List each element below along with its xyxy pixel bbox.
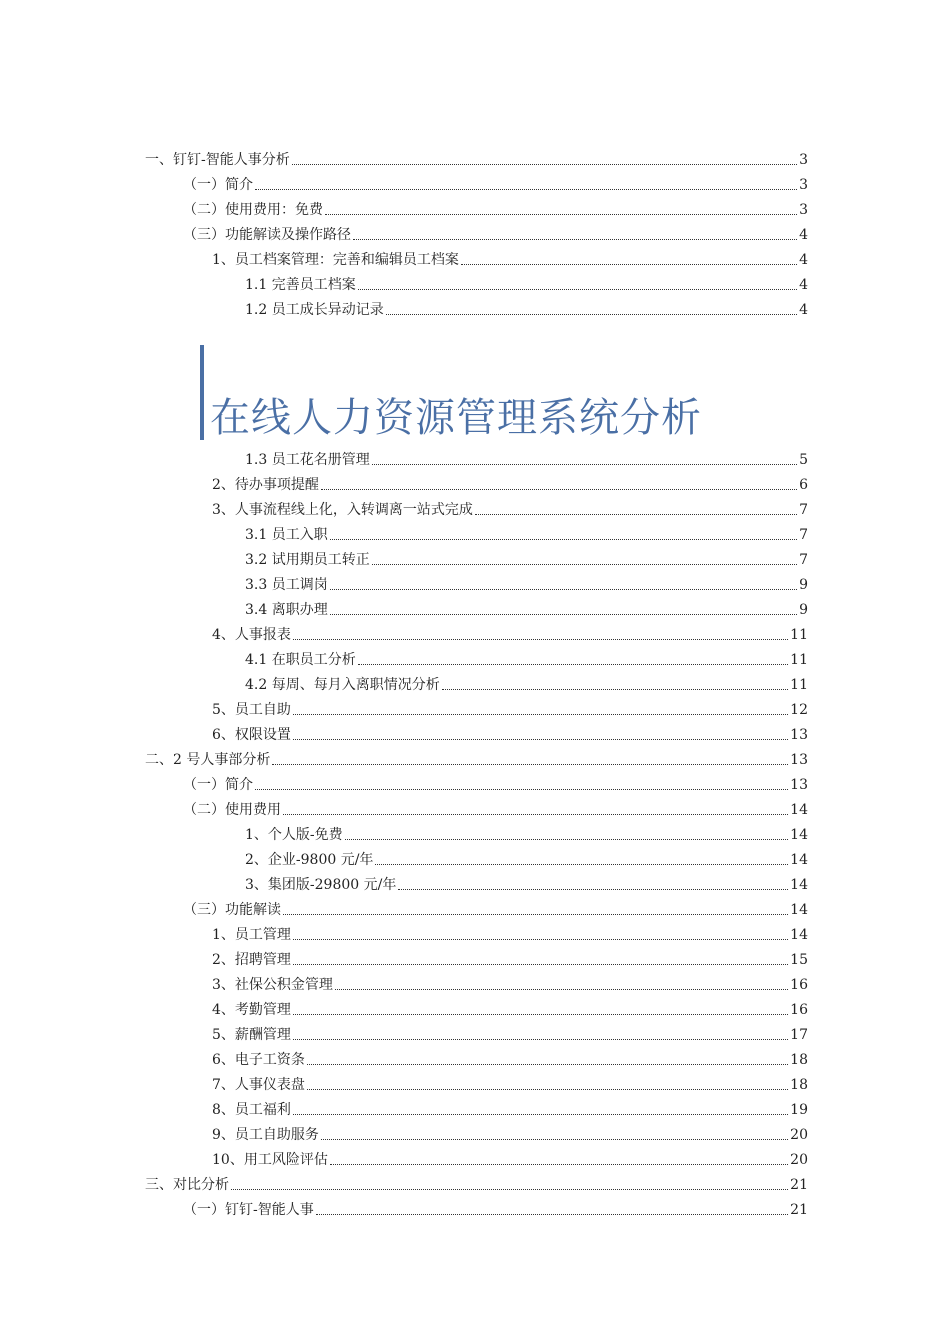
toc-dot-leader: [255, 789, 788, 790]
toc-dot-leader: [330, 614, 797, 615]
toc-entry[interactable]: [183, 900, 808, 920]
toc-dot-leader: [442, 689, 788, 690]
toc-page-number: 21: [790, 1177, 808, 1193]
toc-dot-leader: [325, 214, 797, 215]
toc-page-number: 4: [799, 227, 808, 243]
toc-row[interactable]: [0, 925, 950, 945]
toc-page-number: 4: [799, 302, 808, 318]
toc-row[interactable]: [0, 275, 950, 295]
toc-entry[interactable]: [212, 625, 808, 645]
toc-dot-leader: [293, 939, 788, 940]
toc-dot-leader: [231, 1189, 788, 1190]
toc-entry-label: 1、员工管理: [212, 927, 291, 943]
toc-row[interactable]: [0, 150, 950, 170]
toc-entry[interactable]: [183, 225, 808, 245]
toc-row[interactable]: [0, 450, 950, 470]
toc-dot-leader: [386, 314, 797, 315]
toc-row[interactable]: [0, 575, 950, 595]
toc-row[interactable]: [0, 600, 950, 620]
toc-page-number: 9: [799, 577, 808, 593]
toc-page-number: 14: [790, 877, 808, 893]
toc-page-number: 14: [790, 927, 808, 943]
toc-page-number: 4: [799, 252, 808, 268]
toc-dot-leader: [353, 239, 797, 240]
toc-entry[interactable]: [245, 875, 808, 895]
toc-entry[interactable]: [183, 175, 808, 195]
toc-row[interactable]: [0, 875, 950, 895]
toc-row[interactable]: [0, 1100, 950, 1120]
toc-entry-label: 7、人事仪表盘: [212, 1077, 305, 1093]
toc-page-number: 16: [790, 1002, 808, 1018]
toc-entry[interactable]: [245, 650, 808, 670]
toc-row[interactable]: [0, 200, 950, 220]
toc-entry[interactable]: [145, 150, 808, 170]
toc-entry-label: 3、人事流程线上化，入转调离一站式完成: [212, 502, 473, 518]
toc-entry-label: （二）使用费用：免费: [183, 202, 323, 218]
toc-entry[interactable]: [212, 950, 808, 970]
toc-entry-label: 3、集团版-29800 元/年: [245, 877, 397, 893]
toc-entry-label: 三、对比分析: [145, 1177, 229, 1193]
toc-dot-leader: [293, 1039, 788, 1040]
toc-page-number: 16: [790, 977, 808, 993]
toc-page-number: 9: [799, 602, 808, 618]
toc-dot-leader: [293, 1014, 788, 1015]
toc-entry[interactable]: [212, 1000, 808, 1020]
toc-entry[interactable]: [212, 1075, 808, 1095]
toc-entry[interactable]: [212, 250, 808, 270]
toc-dot-leader: [330, 589, 797, 590]
toc-row[interactable]: [0, 250, 950, 270]
toc-entry[interactable]: [212, 1025, 808, 1045]
toc-entry[interactable]: [145, 750, 808, 770]
toc-dot-leader: [321, 1139, 788, 1140]
toc-page-number: 19: [790, 1102, 808, 1118]
toc-entry-label: 4.1 在职员工分析: [245, 652, 356, 668]
toc-row[interactable]: [0, 1050, 950, 1070]
toc-entry-label: （二）使用费用: [183, 802, 281, 818]
toc-entry-label: 1、员工档案管理：完善和编辑员工档案: [212, 252, 459, 268]
toc-page-number: 17: [790, 1027, 808, 1043]
toc-entry[interactable]: [245, 575, 808, 595]
toc-row[interactable]: [0, 1175, 950, 1195]
toc-row[interactable]: [0, 800, 950, 820]
toc-entry[interactable]: [245, 850, 808, 870]
toc-entry-label: 10、用工风险评估: [212, 1152, 328, 1168]
toc-page-number: 15: [790, 952, 808, 968]
toc-page-number: 7: [799, 527, 808, 543]
toc-row[interactable]: [0, 1000, 950, 1020]
toc-dot-leader: [283, 814, 788, 815]
title-accent-bar: [200, 345, 204, 440]
toc-entry-label: 8、员工福利: [212, 1102, 291, 1118]
toc-entry[interactable]: [245, 275, 808, 295]
toc-page-number: 18: [790, 1077, 808, 1093]
toc-page-number: 3: [799, 202, 808, 218]
toc-entry[interactable]: [212, 725, 808, 745]
toc-entry-label: 3、社保公积金管理: [212, 977, 333, 993]
toc-entry-label: 9、员工自助服务: [212, 1127, 319, 1143]
toc-row[interactable]: [0, 1075, 950, 1095]
toc-dot-leader: [335, 989, 788, 990]
toc-entry-label: 6、电子工资条: [212, 1052, 305, 1068]
toc-entry[interactable]: [212, 1125, 808, 1145]
toc-entry-label: （一）简介: [183, 777, 253, 793]
toc-page-number: 3: [799, 152, 808, 168]
toc-page-number: 20: [790, 1127, 808, 1143]
toc-row[interactable]: [0, 775, 950, 795]
toc-dot-leader: [475, 514, 797, 515]
toc-row[interactable]: [0, 900, 950, 920]
toc-page-number: 18: [790, 1052, 808, 1068]
toc-page-number: 11: [790, 652, 808, 668]
toc-entry-label: 1、个人版-免费: [245, 827, 343, 843]
toc-entry-label: 3.2 试用期员工转正: [245, 552, 370, 568]
toc-page-number: 6: [799, 477, 808, 493]
toc-entry[interactable]: [145, 1175, 808, 1195]
toc-row[interactable]: [0, 950, 950, 970]
toc-entry-label: 5、员工自助: [212, 702, 291, 718]
toc-page-number: 13: [790, 727, 808, 743]
toc-dot-leader: [255, 189, 797, 190]
toc-entry-label: 3.1 员工入职: [245, 527, 328, 543]
toc-page-number: 11: [790, 627, 808, 643]
toc-row[interactable]: [0, 475, 950, 495]
toc-row[interactable]: [0, 850, 950, 870]
toc-page-number: 14: [790, 827, 808, 843]
toc-entry[interactable]: [212, 975, 808, 995]
toc-entry[interactable]: [212, 700, 808, 720]
toc-row[interactable]: [0, 1025, 950, 1045]
toc-entry[interactable]: [212, 1150, 808, 1170]
toc-entry-label: 1.3 员工花名册管理: [245, 452, 370, 468]
toc-row[interactable]: [0, 300, 950, 320]
toc-entry-label: 3.4 离职办理: [245, 602, 328, 618]
toc-entry[interactable]: [245, 825, 808, 845]
toc-entry-label: （一）简介: [183, 177, 253, 193]
toc-entry-label: （一）钉钉-智能人事: [183, 1202, 314, 1218]
toc-entry-label: 1.2 员工成长异动记录: [245, 302, 384, 318]
toc-entry[interactable]: [212, 475, 808, 495]
toc-dot-leader: [345, 839, 789, 840]
toc-entry[interactable]: [212, 1100, 808, 1120]
toc-entry-label: 3.3 员工调岗: [245, 577, 328, 593]
toc-dot-leader: [316, 1214, 788, 1215]
toc-entry[interactable]: [183, 200, 808, 220]
toc-dot-leader: [307, 1064, 788, 1065]
toc-row[interactable]: [0, 700, 950, 720]
toc-entry[interactable]: [183, 775, 808, 795]
toc-entry[interactable]: [183, 1200, 808, 1220]
toc-entry-label: 6、权限设置: [212, 727, 291, 743]
toc-entry-label: 5、薪酬管理: [212, 1027, 291, 1043]
toc-dot-leader: [292, 164, 797, 165]
toc-page-number: 5: [799, 452, 808, 468]
toc-dot-leader: [293, 739, 788, 740]
toc-row[interactable]: [0, 225, 950, 245]
toc-entry-label: 二、2 号人事部分析: [145, 752, 271, 768]
toc-row[interactable]: [0, 550, 950, 570]
toc-entry-label: （三）功能解读及操作路径: [183, 227, 351, 243]
toc-dot-leader: [307, 1089, 788, 1090]
toc-dot-leader: [293, 714, 788, 715]
toc-dot-leader: [398, 889, 788, 890]
toc-row[interactable]: [0, 525, 950, 545]
toc-entry-label: 一、钉钉-智能人事分析: [145, 152, 290, 168]
toc-dot-leader: [358, 664, 788, 665]
toc-row[interactable]: [0, 975, 950, 995]
toc-dot-leader: [330, 539, 797, 540]
toc-page-number: 3: [799, 177, 808, 193]
toc-page-number: 4: [799, 277, 808, 293]
toc-dot-leader: [358, 289, 797, 290]
toc-page-number: 7: [799, 502, 808, 518]
toc-entry[interactable]: [245, 600, 808, 620]
toc-dot-leader: [375, 864, 788, 865]
document-title: 在线人力资源管理系统分析: [210, 395, 702, 441]
toc-dot-leader: [372, 464, 797, 465]
toc-page-number: 13: [790, 752, 808, 768]
toc-dot-leader: [461, 264, 797, 265]
toc-entry[interactable]: [245, 550, 808, 570]
toc-entry-label: 2、招聘管理: [212, 952, 291, 968]
toc-page-number: 14: [790, 802, 808, 818]
toc-dot-leader: [372, 564, 797, 565]
toc-row[interactable]: [0, 750, 950, 770]
toc-page-number: 21: [790, 1202, 808, 1218]
toc-entry[interactable]: [245, 450, 808, 470]
toc-dot-leader: [330, 1164, 788, 1165]
toc-row[interactable]: [0, 1200, 950, 1220]
toc-entry-label: 4、考勤管理: [212, 1002, 291, 1018]
toc-entry[interactable]: [245, 300, 808, 320]
toc-dot-leader: [293, 639, 788, 640]
toc-row[interactable]: [0, 675, 950, 695]
toc-page-number: 14: [790, 902, 808, 918]
toc-page-number: 14: [790, 852, 808, 868]
toc-row[interactable]: [0, 500, 950, 520]
toc-page-number: 12: [790, 702, 808, 718]
toc-entry[interactable]: [245, 525, 808, 545]
toc-page-number: 11: [790, 677, 808, 693]
toc-row[interactable]: [0, 725, 950, 745]
toc-page-number: 7: [799, 552, 808, 568]
toc-entry[interactable]: [212, 1050, 808, 1070]
toc-entry-label: 4、人事报表: [212, 627, 291, 643]
toc-entry[interactable]: [183, 800, 808, 820]
toc-row[interactable]: [0, 1125, 950, 1145]
toc-row[interactable]: [0, 650, 950, 670]
toc-dot-leader: [293, 1114, 788, 1115]
toc-entry[interactable]: [212, 500, 808, 520]
toc-entry-label: 2、企业-9800 元/年: [245, 852, 374, 868]
toc-entry-label: 2、待办事项提醒: [212, 477, 319, 493]
toc-page-number: 13: [790, 777, 808, 793]
toc-dot-leader: [293, 964, 788, 965]
toc-row[interactable]: [0, 625, 950, 645]
toc-page-number: 20: [790, 1152, 808, 1168]
toc-entry[interactable]: [245, 675, 808, 695]
toc-row[interactable]: [0, 175, 950, 195]
toc-dot-leader: [272, 764, 788, 765]
toc-row[interactable]: [0, 1150, 950, 1170]
toc-entry-label: 1.1 完善员工档案: [245, 277, 356, 293]
toc-entry-label: 4.2 每周、每月入离职情况分析: [245, 677, 440, 693]
toc-entry[interactable]: [212, 925, 808, 945]
toc-dot-leader: [321, 489, 797, 490]
toc-dot-leader: [283, 914, 788, 915]
toc-row[interactable]: [0, 825, 950, 845]
toc-entry-label: （三）功能解读: [183, 902, 281, 918]
